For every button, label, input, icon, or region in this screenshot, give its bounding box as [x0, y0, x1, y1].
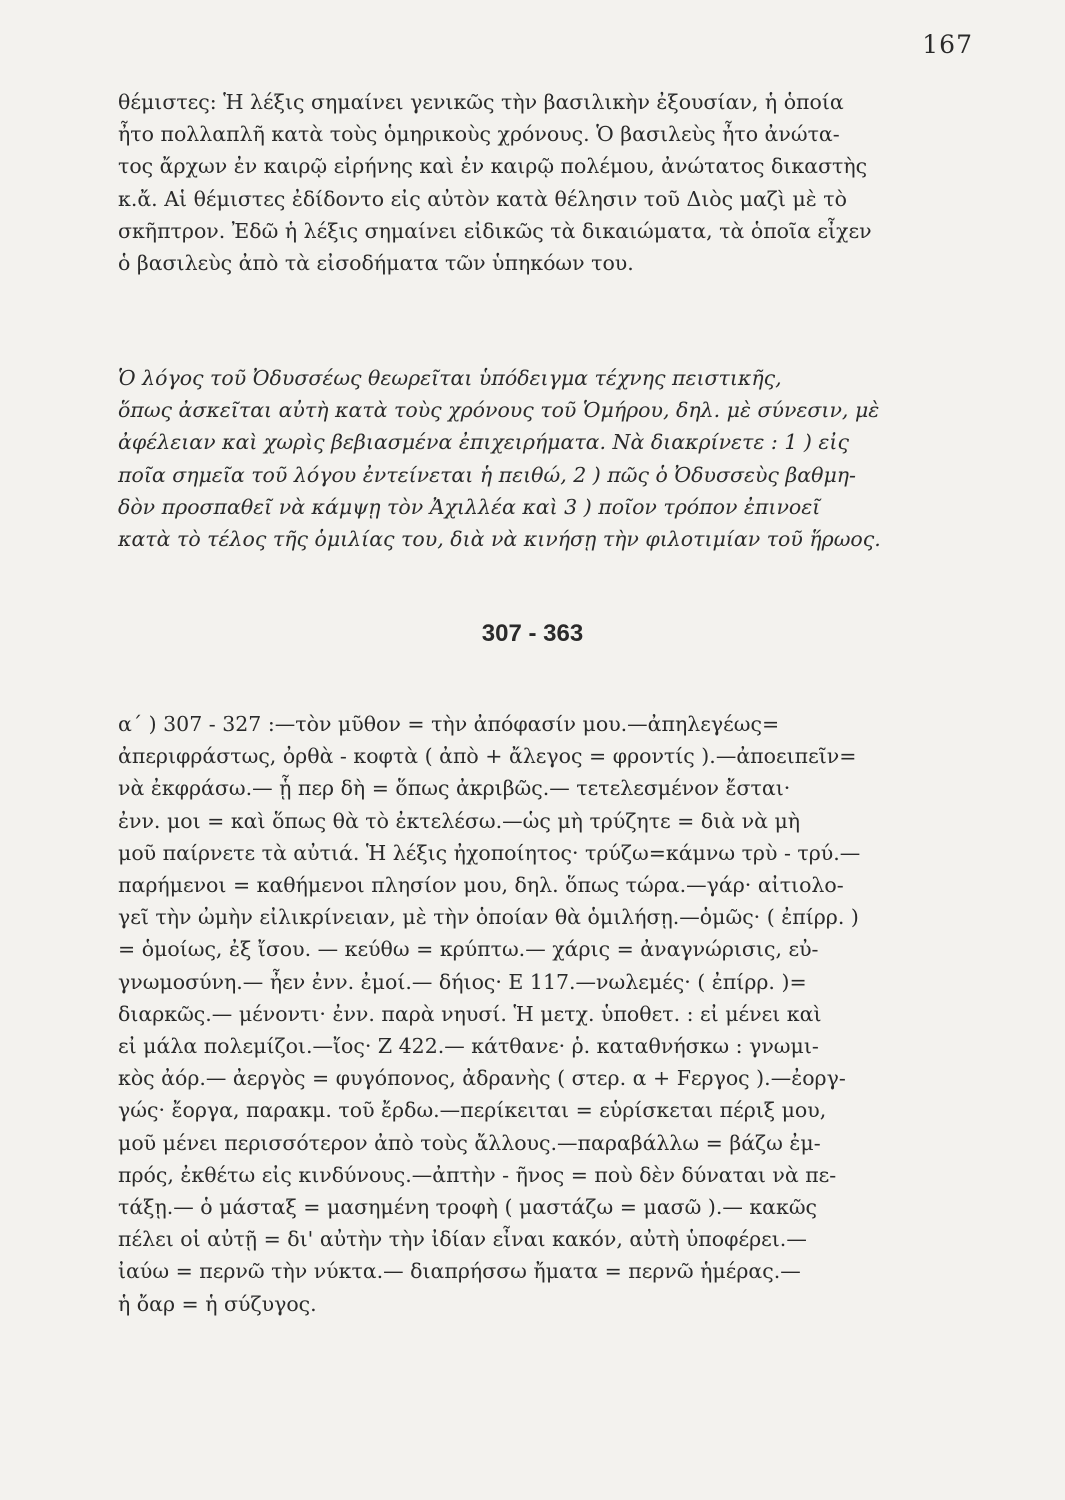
text-line: διαρκῶς.— μένοντι· ἐνν. παρὰ νηυσί. Ἡ μετχ. ὑποθετ. : εἰ μένει καὶ — [118, 1001, 822, 1026]
text-line: κατὰ τὸ τέλος τῆς ὁμιλίας του, διὰ νὰ κινήσῃ τὴν φιλοτιμίαν τοῦ ἥρωος. — [118, 527, 881, 552]
commentary-paragraph — [118, 362, 978, 555]
glossary-paragraph — [118, 708, 978, 1320]
text-line: θέμιστες: Ἡ λέξις σημαίνει γενικῶς τὴν βασιλικὴν ἐξουσίαν, ἡ ὁποία — [118, 90, 844, 114]
text-line: τος ἄρχων ἐν καιρῷ εἰρήνης καὶ ἐν καιρῷ πολέμου, ἀνώτατος δικαστὴς — [118, 154, 868, 179]
text-line: α΄ ) 307 - 327 :—τὸν μῦθον = τὴν ἀπόφασίν μου.—ἀπηλεγέως= — [118, 712, 780, 736]
text-line: ἦτο πολλαπλῆ κατὰ τοὺς ὁμηρικοὺς χρόνους. Ὁ βασιλεὺς ἦτο ἀνώτα- — [118, 122, 840, 147]
text-line: σκῆπτρον. Ἐδῶ ἡ λέξις σημαίνει εἰδικῶς τὰ δικαιώματα, τὰ ὁποῖα εἶχεν — [118, 218, 872, 243]
text-line: ἀπεριφράστως, ὀρθὰ - κοφτὰ ( ἀπὸ + ἄλεγος = φροντίς ).—ἀποειπεῖν= — [118, 744, 857, 769]
section-heading: 307 - 363 — [481, 620, 584, 647]
text-line: ἰαύω = περνῶ τὴν νύκτα.— διαπρήσσω ἤματα = περνῶ ἡμέρας.— — [118, 1259, 801, 1284]
text-line: ὁ βασιλεὺς ἀπὸ τὰ εἰσοδήματα τῶν ὑπηκόων του. — [118, 251, 634, 276]
intro-paragraph — [118, 86, 978, 279]
text-line: ἀφέλειαν καὶ χωρὶς βεβιασμένα ἐπιχειρήματα. Νὰ διακρίνετε : 1 ) εἰς — [118, 430, 849, 455]
text-line: = ὁμοίως, ἐξ ἴσου. — κεύθω = κρύπτω.— χάρις = ἀναγνώρισις, εὐ- — [118, 937, 819, 962]
text-line: γώς· ἔοργα, παρακμ. τοῦ ἔρδω.—περίκειται = εὑρίσκεται πέριξ μου, — [118, 1098, 827, 1123]
text-line: κ.ἄ. Αἱ θέμιστες ἐδίδοντο εἰς αὐτὸν κατὰ θέλησιν τοῦ Διὸς μαζὶ μὲ τὸ — [118, 186, 847, 211]
text-line: ἡ ὄαρ = ἡ σύζυγος. — [118, 1291, 317, 1316]
text-line: ποῖα σημεῖα τοῦ λόγου ἐντείνεται ἡ πειθώ, 2 ) πῶς ὁ Ὀδυσσεὺς βαθμη- — [118, 462, 856, 487]
text-line: γνωμοσύνη.— ἦεν ἐνν. ἐμοί.— δήιος· Ε 117.—νωλεμές· ( ἐπίρρ. )= — [118, 969, 807, 994]
text-line: δὸν προσπαθεῖ νὰ κάμψῃ τὸν Ἀχιλλέα καὶ 3 ) ποῖον τρόπον ἐπινοεῖ — [118, 494, 821, 519]
text-line: πέλει οἱ αὐτῇ = δι' αὐτὴν τὴν ἰδίαν εἶναι κακόν, αὐτὴ ὑποφέρει.— — [118, 1227, 807, 1252]
page-number: 167 — [922, 30, 973, 59]
text-line: μοῦ μένει περισσότερον ἀπὸ τοὺς ἄλλους.—παραβάλλω = βάζω ἐμ- — [118, 1130, 821, 1155]
text-line: γεῖ τὴν ὠμὴν εἰλικρίνειαν, μὲ τὴν ὁποίαν θὰ ὁμιλήσῃ.—ὁμῶς· ( ἐπίρρ. ) — [118, 905, 859, 930]
text-line: ὅπως ἀσκεῖται αὐτὴ κατὰ τοὺς χρόνους τοῦ Ὁμήρου, δηλ. μὲ σύνεσιν, μὲ — [118, 398, 880, 423]
text-line: Ὁ λόγος τοῦ Ὀδυσσέως θεωρεῖται ὑπόδειγμα τέχνης πειστικῆς, — [118, 366, 782, 390]
text-line: μοῦ παίρνετε τὰ αὐτιά. Ἡ λέξις ἠχοποίητος· τρύζω=κάμνω τρὺ - τρύ.— — [118, 840, 861, 865]
text-line: τάξῃ.— ὁ μάσταξ = μασημένη τροφὴ ( μαστάζω = μασῶ ).— κακῶς — [118, 1195, 818, 1220]
text-line: ἐνν. μοι = καὶ ὅπως θὰ τὸ ἐκτελέσω.—ὡς μὴ τρύζητε = διὰ νὰ μὴ — [118, 808, 801, 833]
text-line: πρός, ἐκθέτω εἰς κινδύνους.—ἀπτὴν - ῆνος = ποὺ δὲν δύναται νὰ πε- — [118, 1162, 837, 1187]
text-line: νὰ ἐκφράσω.— ᾗ περ δὴ = ὅπως ἀκριβῶς.— τετελεσμένον ἔσται· — [118, 776, 791, 801]
text-line: κὸς ἀόρ.— ἀεργὸς = φυγόπονος, ἀδρανὴς ( στερ. α + Fεργος ).—ἐοργ- — [118, 1066, 846, 1091]
text-line: εἰ μάλα πολεμίζοι.—ἴος· Ζ 422.— κάτθανε· ῥ. καταθνήσκω : γνωμι- — [118, 1034, 819, 1059]
text-line: παρήμενοι = καθήμενοι πλησίον μου, δηλ. ὅπως τώρα.—γάρ· αἰτιολο- — [118, 873, 844, 898]
